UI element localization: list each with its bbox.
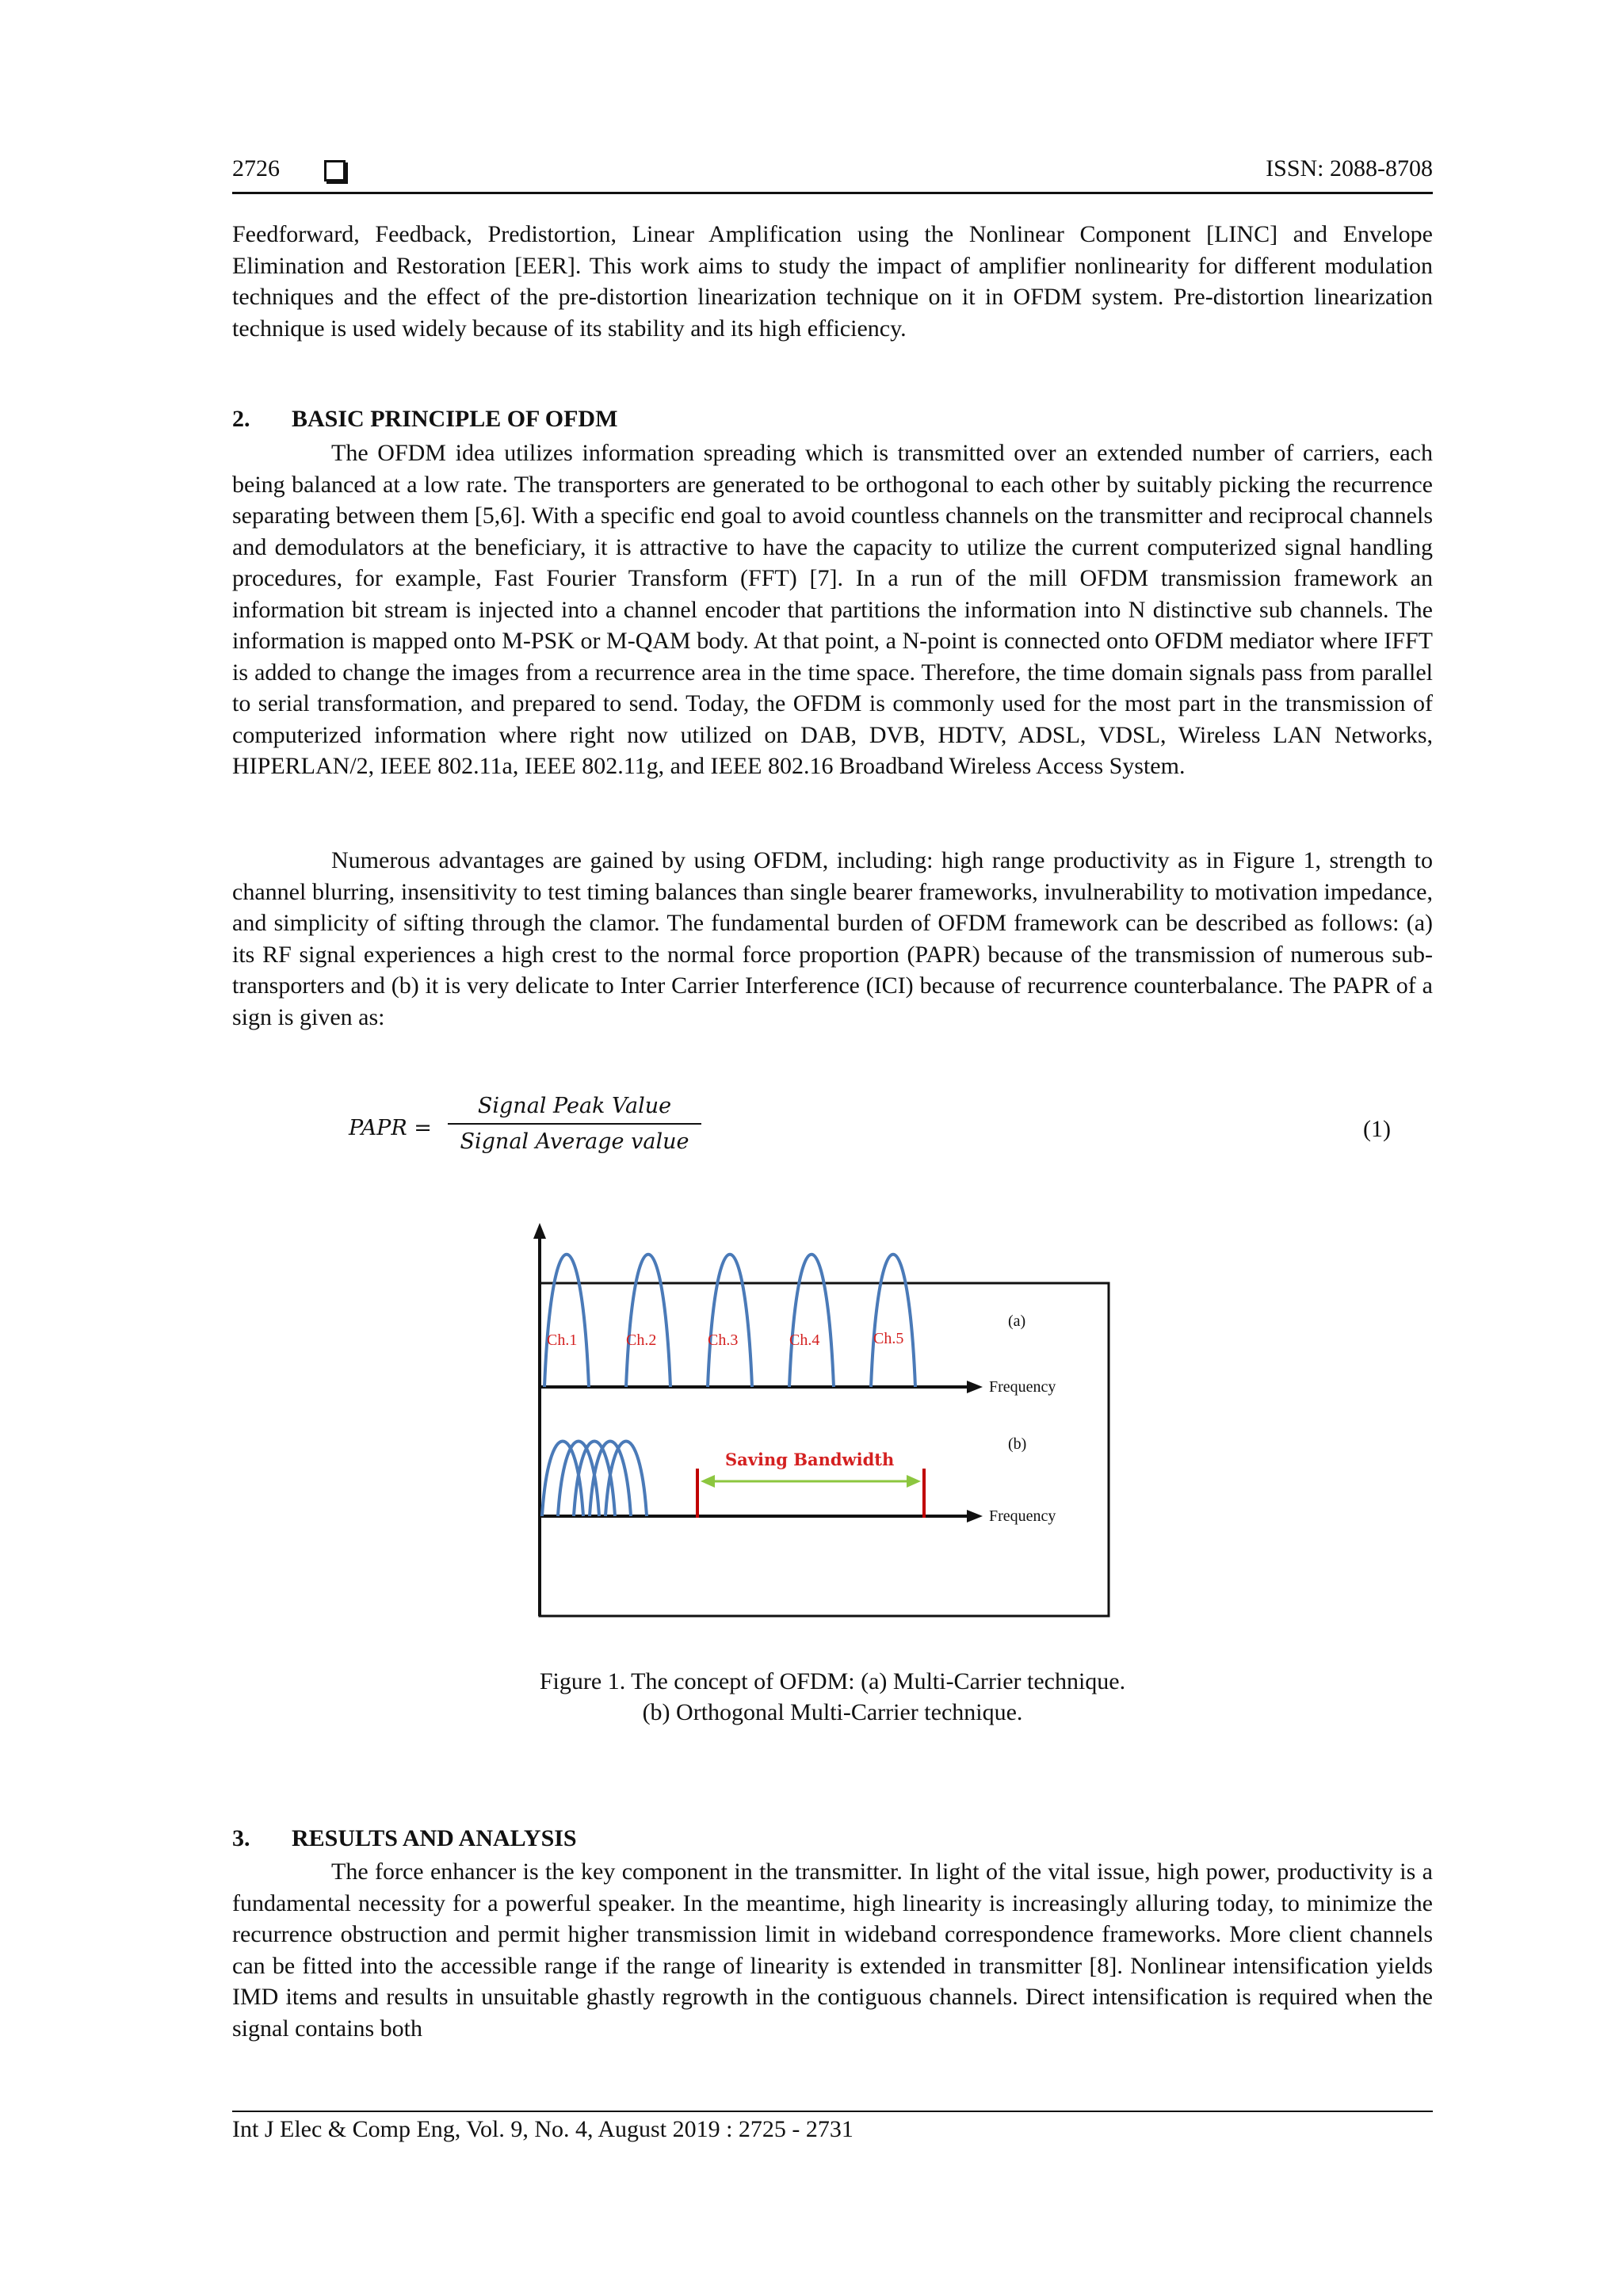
checkbox-icon (324, 160, 346, 181)
carrier-1 (544, 1255, 589, 1387)
carriers-a (544, 1255, 915, 1387)
papr-equation (349, 1090, 1391, 1161)
footer-citation: Int J Elec & Comp Eng, Vol. 9, No. 4, August 2019 : 2725 - 2731 (232, 2116, 854, 2142)
carrier-3 (708, 1255, 752, 1387)
section-title: BASIC PRINCIPLE OF OFDM (292, 406, 618, 432)
frequency-arrow-b-icon (967, 1510, 983, 1522)
caption-line-2: (b) Orthogonal Multi-Carrier technique. (642, 1699, 1023, 1725)
section-2-heading (232, 406, 617, 433)
page-number: 2726 (232, 155, 280, 181)
carrier-4 (789, 1255, 834, 1387)
carrier-2 (626, 1255, 670, 1387)
equation-fraction (448, 1090, 701, 1158)
figure-1 (523, 1217, 1125, 1629)
carriers-b (542, 1442, 647, 1517)
caption-line-1: Figure 1. The concept of OFDM: (a) Multi-Carrier technique. (539, 1668, 1126, 1694)
equation-number: (1) (1363, 1116, 1391, 1142)
ofdm-diagram (523, 1217, 1125, 1629)
frequency-label-b: Frequency (989, 1507, 1056, 1525)
channel-label: Ch.4 (789, 1331, 820, 1349)
equation-denominator: Signal Average value (460, 1129, 689, 1154)
label-a: (a) (1008, 1312, 1026, 1330)
frequency-arrow-a-icon (967, 1381, 983, 1393)
equation-numerator: Signal Peak Value (477, 1094, 672, 1118)
channel-labels (547, 1330, 903, 1349)
intro-paragraph: Feedforward, Feedback, Predistortion, Linear Amplification using the Nonlinear Component [LINC] and Envelope Elimination and Restoration [EER]. This work aims to study the impact of amplifier nonlinearity for different modulation techniques and the effect of the pre-distortion linearization technique on it in OFDM system. Pre-distortion linearization technique is used widely because of its stability and its high efficiency. (232, 221, 1433, 342)
header-rule (232, 192, 1433, 194)
channel-label: Ch.5 (873, 1330, 904, 1347)
frequency-label-a: Frequency (989, 1378, 1056, 1396)
carrier-5 (871, 1255, 915, 1387)
saving-bandwidth-label: Saving Bandwidth (725, 1450, 895, 1469)
section-3-paragraph-1: The force enhancer is the key component in the transmitter. In light of the vital issue, high power, productivity is a fundamental necessity for a powerful speaker. In the meantime, high linearity is increasingly alluring today, to minimize the recurrence obstruction and permit higher transmission limit in wideband correspondence frameworks. More client channels can be fitted into the accessible range if the range of linearity is extended in transmitter [8]. Nonlinear intensification yields IMD items and results in unsuitable ghastly regrowth in the contiguous channels. Direct intensification is required when the signal contains both (232, 1859, 1433, 2042)
arrow-right-icon (907, 1475, 921, 1488)
section-number: 3. (232, 1825, 250, 1851)
section-title: RESULTS AND ANALYSIS (292, 1825, 577, 1851)
y-axis-arrow-icon (533, 1223, 546, 1239)
arrow-left-icon (701, 1475, 715, 1488)
channel-label: Ch.2 (626, 1331, 657, 1349)
channel-label: Ch.1 (547, 1331, 578, 1349)
label-b: (b) (1008, 1435, 1027, 1453)
section-2-paragraph-2: Numerous advantages are gained by using OFDM, including: high range productivity as in Figure 1, strength to channel blurring, insensitivity to test timing balances than single bearer frameworks, invulnerability to motivation impedance, and simplicity of sifting through the clamor. The fundamental burden of OFDM framework can be described as follows: (a) its RF signal experiences a high crest to the normal force proportion (PAPR) because of the transmission of numerous sub-transporters and (b) it is very delicate to Inter Carrier Interference (ICI) because of recurrence counterbalance. The PAPR of a sign is given as: (232, 847, 1433, 1030)
section-2-paragraph-1: The OFDM idea utilizes information spreading which is transmitted over an extended number of carriers, each being balanced at a low rate. The transporters are generated to be orthogonal to each other by suitably picking the recurrence separating between them [5,6]. With a specific end goal to avoid countless channels on the transmitter and reciprocal channels and demodulators at the beneficiary, it is attractive to have the capacity to utilize the current computerized signal handling procedures, for example, Fast Fourier Transform (FFT) [7]. In a run of the mill OFDM transmission framework an information bit stream is injected into a channel encoder that partitions the information into N distinctive sub channels. The information is mapped onto M-PSK or M-QAM body. At that point, a N-point is connected onto OFDM mediator where IFFT is added to change the images from a recurrence area in the time space. Therefore, the time domain signals pass from parallel to serial transformation, and prepared to send. Today, the OFDM is commonly used for the most part in the transmission of computerized information where right now utilized on DAB, DVB, HDTV, ADSL, VDSL, Wireless LAN Networks, HIPERLAN/2, IEEE 802.11a, IEEE 802.11g, and IEEE 802.16 Broadband Wireless Access System. (232, 440, 1433, 779)
equation-lhs: PAPR = (349, 1116, 432, 1140)
section-number: 2. (232, 406, 250, 432)
figure-caption (232, 1666, 1433, 1728)
issn: ISSN: 2088-8708 (1266, 155, 1433, 181)
channel-label: Ch.3 (708, 1331, 739, 1349)
footer-rule (232, 2111, 1433, 2112)
page-header (232, 155, 1433, 192)
section-3-heading (232, 1825, 577, 1852)
